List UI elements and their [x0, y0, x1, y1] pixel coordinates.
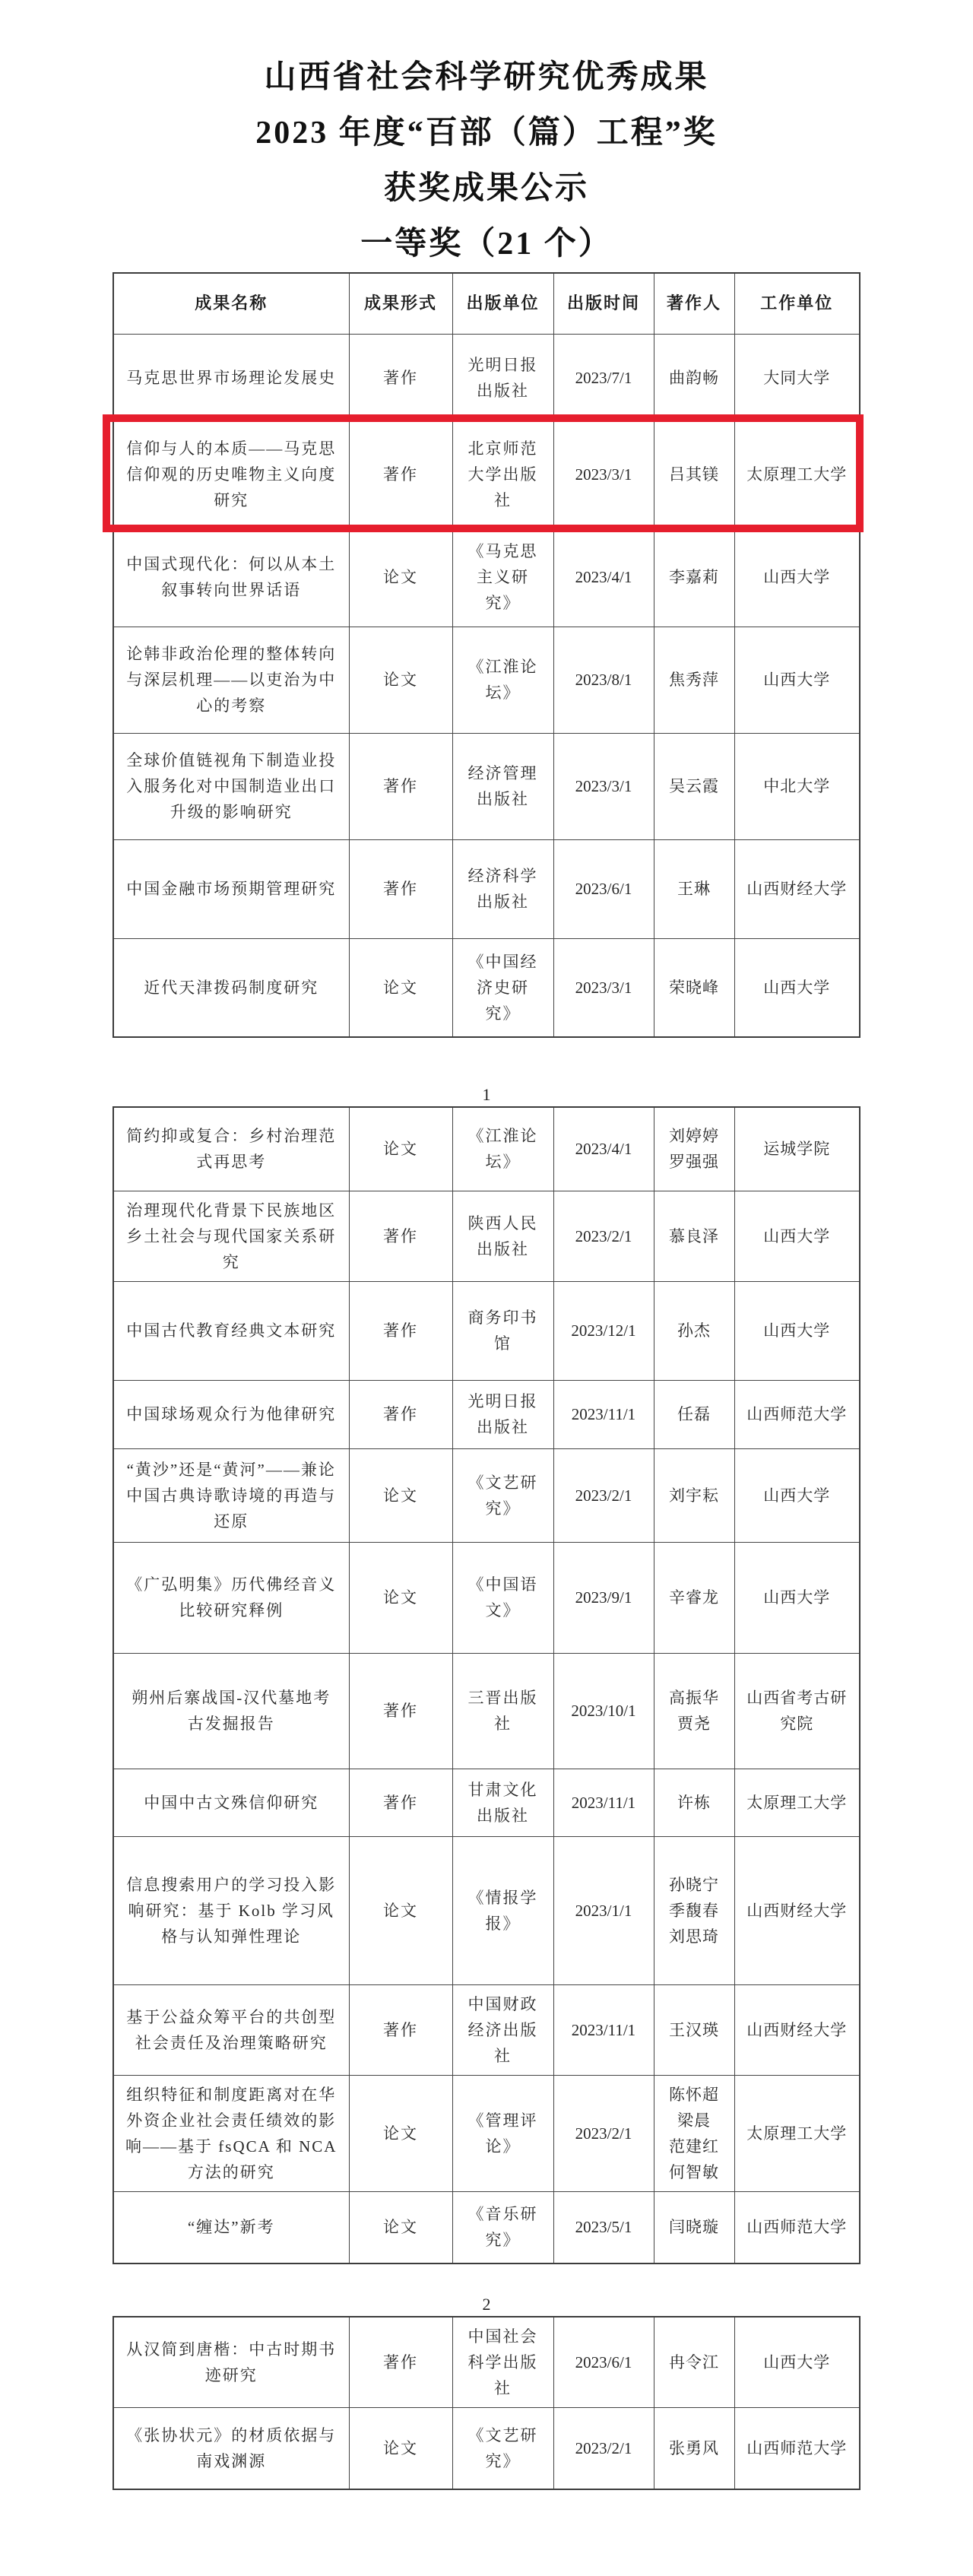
column-header: 出版时间 [553, 273, 654, 334]
doc-title-line-2: 2023 年度“百部（篇）工程”奖 [255, 116, 718, 151]
cell-form: 著作 [349, 2317, 452, 2408]
cell-name: “黄沙”还是“黄河”——兼论中国古典诗歌诗境的再造与还原 [113, 1448, 349, 1542]
cell-unit: 山西师范大学 [734, 2191, 860, 2264]
cell-unit: 运城学院 [734, 1107, 860, 1191]
table-row [113, 1984, 860, 2075]
cell-publisher: 经济科学出版社 [452, 839, 553, 938]
cell-name: 组织特征和制度距离对在华外资企业社会责任绩效的影响——基于 fsQCA 和 NCA 方法的研究 [113, 2075, 349, 2191]
cell-authors [654, 2317, 734, 2408]
cell-form: 论文 [349, 1542, 452, 1653]
author-name: 刘思琦 [669, 1927, 719, 1946]
cell-date: 2023/11/1 [553, 1984, 654, 2075]
page-number: 1 [482, 1085, 491, 1104]
cell-name: 中国式现代化：何以从本土叙事转向世界话语 [113, 528, 349, 627]
cell-form: 论文 [349, 2408, 452, 2489]
cell-form: 著作 [349, 421, 452, 528]
page-number: 2 [482, 2295, 491, 2314]
cell-date: 2023/12/1 [553, 1281, 654, 1380]
table-row [113, 1653, 860, 1769]
cell-publisher: 甘肃文化出版社 [452, 1769, 553, 1836]
cell-publisher: 《马克思主义研究》 [452, 528, 553, 627]
column-header: 著作人 [654, 273, 734, 334]
cell-date: 2023/10/1 [553, 1653, 654, 1769]
cell-unit: 山西财经大学 [734, 1836, 860, 1984]
author-name: 任磊 [677, 1405, 711, 1423]
cell-authors [654, 1191, 734, 1281]
cell-unit: 中北大学 [734, 733, 860, 839]
cell-unit: 山西师范大学 [734, 1380, 860, 1448]
author-name: 贾尧 [677, 1715, 711, 1733]
cell-unit: 山西师范大学 [734, 2408, 860, 2489]
cell-date: 2023/3/1 [553, 421, 654, 528]
awards-table-page2 [113, 1106, 860, 2264]
author-name: 罗强强 [669, 1153, 719, 1172]
cell-publisher: 经济管理出版社 [452, 733, 553, 839]
author-name: 焦秀萍 [669, 671, 719, 689]
cell-publisher: 《江淮论坛》 [452, 1107, 553, 1191]
cell-publisher: 《中国经济史研究》 [452, 938, 553, 1037]
table-row [113, 2317, 860, 2408]
table-row [113, 2191, 860, 2264]
cell-unit: 山西大学 [734, 938, 860, 1037]
cell-authors [654, 733, 734, 839]
author-name: 刘宇耘 [669, 1486, 719, 1505]
doc-title-line-1: 山西省社会科学研究优秀成果 [264, 60, 709, 95]
cell-date: 2023/8/1 [553, 627, 654, 733]
table-row [113, 528, 860, 627]
cell-publisher: 《管理评论》 [452, 2075, 553, 2191]
cell-publisher: 北京师范大学出版社 [452, 421, 553, 528]
cell-name: 简约抑或复合：乡村治理范式再思考 [113, 1107, 349, 1191]
cell-name: 从汉简到唐楷：中古时期书迹研究 [113, 2317, 349, 2408]
cell-unit: 山西大学 [734, 1281, 860, 1380]
cell-date: 2023/6/1 [553, 839, 654, 938]
cell-form: 论文 [349, 1107, 452, 1191]
cell-date: 2023/2/1 [553, 2408, 654, 2489]
cell-publisher: 《情报学报》 [452, 1836, 553, 1984]
cell-publisher: 《文艺研究》 [452, 1448, 553, 1542]
author-name: 季馥春 [669, 1901, 719, 1920]
cell-form: 著作 [349, 1769, 452, 1836]
author-name: 王汉瑛 [669, 2020, 719, 2039]
table-row [113, 1769, 860, 1836]
cell-authors [654, 528, 734, 627]
author-name: 孙晓宁 [669, 1875, 719, 1894]
cell-authors [654, 1380, 734, 1448]
cell-form: 论文 [349, 627, 452, 733]
author-name: 慕良泽 [669, 1226, 719, 1245]
cell-publisher: 商务印书馆 [452, 1281, 553, 1380]
author-name: 李嘉莉 [669, 568, 719, 586]
cell-unit: 山西大学 [734, 1191, 860, 1281]
cell-name: 中国金融市场预期管理研究 [113, 839, 349, 938]
column-header: 工作单位 [734, 273, 860, 334]
cell-name: 信息搜索用户的学习投入影响研究：基于 Kolb 学习风格与认知弹性理论 [113, 1836, 349, 1984]
table-row [113, 733, 860, 839]
cell-name: 《张协状元》的材质依据与南戏渊源 [113, 2408, 349, 2489]
cell-authors [654, 1281, 734, 1380]
author-name: 刘婷婷 [669, 1127, 719, 1146]
cell-name: 治理现代化背景下民族地区乡土社会与现代国家关系研究 [113, 1191, 349, 1281]
cell-publisher: 《江淮论坛》 [452, 627, 553, 733]
cell-authors [654, 2408, 734, 2489]
cell-form: 著作 [349, 1281, 452, 1380]
author-name: 张勇风 [669, 2438, 719, 2457]
cell-publisher: 《中国语文》 [452, 1542, 553, 1653]
cell-authors [654, 334, 734, 421]
cell-date: 2023/2/1 [553, 2075, 654, 2191]
cell-authors [654, 1542, 734, 1653]
cell-name: “缠达”新考 [113, 2191, 349, 2264]
cell-date: 2023/7/1 [553, 334, 654, 421]
table-row [113, 2408, 860, 2489]
cell-form: 论文 [349, 2075, 452, 2191]
cell-unit: 山西省考古研究院 [734, 1653, 860, 1769]
cell-authors [654, 1984, 734, 2075]
cell-authors [654, 2191, 734, 2264]
table-row [113, 1281, 860, 1380]
cell-unit: 太原理工大学 [734, 1769, 860, 1836]
cell-name: 基于公益众筹平台的共创型社会责任及治理策略研究 [113, 1984, 349, 2075]
cell-form: 论文 [349, 938, 452, 1037]
table-row [113, 1107, 860, 1191]
cell-form: 著作 [349, 1984, 452, 2075]
author-name: 曲韵畅 [669, 368, 719, 387]
cell-authors [654, 2075, 734, 2191]
cell-unit: 山西大学 [734, 1448, 860, 1542]
cell-date: 2023/1/1 [553, 1836, 654, 1984]
awards-table-page3 [113, 2316, 860, 2490]
cell-name: 中国球场观众行为他律研究 [113, 1380, 349, 1448]
author-name: 陈怀超 [669, 2085, 719, 2104]
cell-date: 2023/6/1 [553, 2317, 654, 2408]
cell-name: 全球价值链视角下制造业投入服务化对中国制造业出口升级的影响研究 [113, 733, 349, 839]
cell-form: 著作 [349, 733, 452, 839]
author-name: 范建红 [669, 2137, 719, 2156]
cell-publisher: 三晋出版社 [452, 1653, 553, 1769]
cell-form: 论文 [349, 528, 452, 627]
cell-form: 论文 [349, 1836, 452, 1984]
author-name: 何智敏 [669, 2162, 719, 2181]
cell-name: 中国中古文殊信仰研究 [113, 1769, 349, 1836]
cell-name: 朔州后寨战国-汉代墓地考古发掘报告 [113, 1653, 349, 1769]
header-row [113, 273, 860, 334]
cell-unit: 太原理工大学 [734, 421, 860, 528]
cell-authors [654, 1836, 734, 1984]
cell-name: 马克思世界市场理论发展史 [113, 334, 349, 421]
author-name: 闫晓璇 [669, 2218, 719, 2237]
cell-authors [654, 421, 734, 528]
table-row [113, 1836, 860, 1984]
cell-name: 近代天津拨码制度研究 [113, 938, 349, 1037]
cell-date: 2023/11/1 [553, 1769, 654, 1836]
author-name: 吴云霞 [669, 777, 719, 795]
cell-date: 2023/5/1 [553, 2191, 654, 2264]
author-name: 高振华 [669, 1689, 719, 1707]
cell-unit: 山西大学 [734, 528, 860, 627]
cell-form: 著作 [349, 1191, 452, 1281]
cell-authors [654, 1107, 734, 1191]
author-name: 冉令江 [669, 2353, 719, 2371]
cell-unit: 山西大学 [734, 627, 860, 733]
author-name: 梁晨 [677, 2111, 711, 2130]
table-row [113, 1542, 860, 1653]
cell-publisher: 光明日报出版社 [452, 1380, 553, 1448]
cell-unit: 太原理工大学 [734, 2075, 860, 2191]
cell-publisher: 陕西人民出版社 [452, 1191, 553, 1281]
cell-date: 2023/4/1 [553, 1107, 654, 1191]
cell-date: 2023/3/1 [553, 938, 654, 1037]
table-row [113, 1380, 860, 1448]
table-row [113, 334, 860, 421]
author-name: 辛睿龙 [669, 1588, 719, 1607]
cell-unit: 山西大学 [734, 1542, 860, 1653]
cell-name: 《广弘明集》历代佛经音义比较研究释例 [113, 1542, 349, 1653]
table-row [113, 1448, 860, 1542]
cell-publisher: 光明日报出版社 [452, 334, 553, 421]
column-header: 出版单位 [452, 273, 553, 334]
author-name: 许栋 [677, 1793, 711, 1812]
cell-unit: 山西财经大学 [734, 839, 860, 938]
cell-authors [654, 1769, 734, 1836]
column-header: 成果名称 [113, 273, 349, 334]
cell-authors [654, 938, 734, 1037]
cell-date: 2023/4/1 [553, 528, 654, 627]
cell-authors [654, 627, 734, 733]
cell-form: 著作 [349, 1380, 452, 1448]
cell-authors [654, 1653, 734, 1769]
document-title-block [0, 0, 973, 272]
doc-title-line-3: 获奖成果公示 [383, 171, 589, 206]
author-name: 吕其镁 [669, 465, 719, 484]
cell-date: 2023/2/1 [553, 1191, 654, 1281]
doc-title-line-4: 一等奖（21 个） [360, 227, 613, 262]
cell-date: 2023/3/1 [553, 733, 654, 839]
table-row [113, 2075, 860, 2191]
cell-form: 论文 [349, 2191, 452, 2264]
author-name: 王琳 [677, 880, 711, 898]
cell-form: 论文 [349, 1448, 452, 1542]
cell-publisher: 《音乐研究》 [452, 2191, 553, 2264]
cell-publisher: 《文艺研究》 [452, 2408, 553, 2489]
column-header: 成果形式 [349, 273, 452, 334]
cell-unit: 大同大学 [734, 334, 860, 421]
cell-unit: 山西财经大学 [734, 1984, 860, 2075]
cell-unit: 山西大学 [734, 2317, 860, 2408]
table-row [113, 1191, 860, 1281]
author-name: 孙杰 [677, 1321, 711, 1340]
cell-name: 中国古代教育经典文本研究 [113, 1281, 349, 1380]
cell-authors [654, 1448, 734, 1542]
author-name: 荣晓峰 [669, 978, 719, 997]
cell-form: 著作 [349, 1653, 452, 1769]
awards-table-page1 [113, 272, 860, 1038]
table-row [113, 627, 860, 733]
table-row [113, 938, 860, 1037]
cell-name: 信仰与人的本质——马克思信仰观的历史唯物主义向度研究 [113, 421, 349, 528]
cell-authors [654, 839, 734, 938]
table-row [113, 839, 860, 938]
cell-form: 著作 [349, 839, 452, 938]
cell-date: 2023/9/1 [553, 1542, 654, 1653]
cell-publisher: 中国财政经济出版社 [452, 1984, 553, 2075]
cell-date: 2023/11/1 [553, 1380, 654, 1448]
table-row [113, 421, 860, 528]
cell-form: 著作 [349, 334, 452, 421]
cell-date: 2023/2/1 [553, 1448, 654, 1542]
cell-name: 论韩非政治伦理的整体转向与深层机理——以吏治为中心的考察 [113, 627, 349, 733]
cell-publisher: 中国社会科学出版社 [452, 2317, 553, 2408]
